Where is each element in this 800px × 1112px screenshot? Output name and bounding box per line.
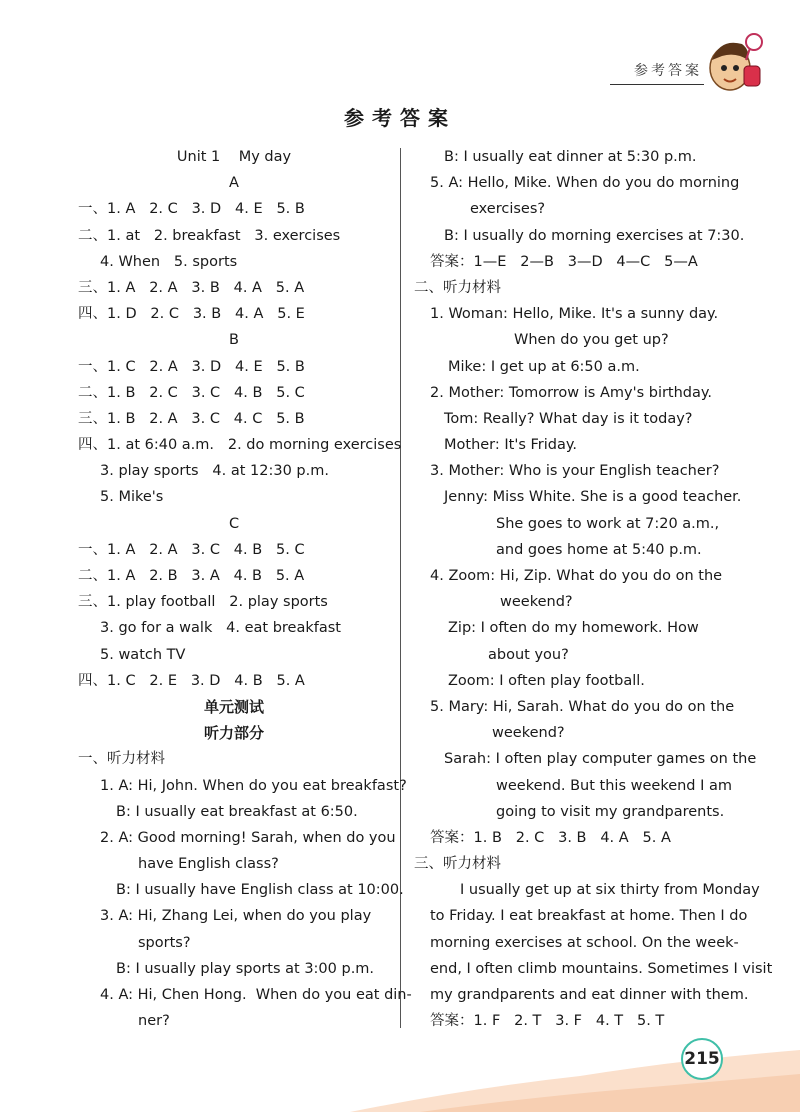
- answer-line: 一、听力材料: [78, 751, 165, 768]
- answer-line: going to visit my grandparents.: [496, 803, 725, 820]
- answer-line: 2. Mother: Tomorrow is Amy's birthday.: [430, 384, 713, 401]
- answer-line: B: [229, 332, 239, 349]
- answer-line: 单元测试: [203, 697, 264, 716]
- answer-line: Mike: I get up at 6:50 a.m.: [448, 358, 640, 375]
- left-column: [78, 144, 412, 1034]
- answer-line: 5. A: Hello, Mike. When do you do morning: [430, 175, 740, 192]
- answer-line: 一、1. A 2. A 3. C 4. B 5. C: [78, 541, 305, 558]
- page-title: 参考答案: [344, 106, 456, 130]
- answer-line: B: I usually eat dinner at 5:30 p.m.: [444, 149, 697, 165]
- answer-line: weekend?: [500, 594, 573, 611]
- page-number: 215: [681, 1038, 723, 1080]
- answer-line: 答案：1—E 2—B 3—D 4—C 5—A: [430, 253, 698, 270]
- answer-line: weekend. But this weekend I am: [496, 777, 733, 794]
- answer-line: 二、1. A 2. B 3. A 4. B 5. A: [78, 568, 305, 584]
- answer-line: have English class?: [138, 856, 279, 873]
- answer-line: weekend?: [492, 725, 565, 742]
- answer-line: Zip: I often do my homework. How: [448, 620, 699, 637]
- answer-line: 4. When 5. sports: [100, 253, 238, 270]
- answer-line: 三、听力材料: [414, 856, 501, 873]
- answer-line: 答案：1. B 2. C 3. B 4. A 5. A: [430, 829, 671, 846]
- answer-line: 1. A: Hi, John. When do you eat breakfast?: [100, 777, 407, 794]
- answer-line: 3. play sports 4. at 12:30 p.m.: [100, 463, 329, 480]
- answer-line: end, I often climb mountains. Sometimes I visit: [430, 960, 773, 977]
- answer-line: 一、1. C 2. A 3. D 4. E 5. B: [78, 358, 305, 375]
- answer-line: 四、1. C 2. E 3. D 4. B 5. A: [78, 672, 305, 689]
- answer-line: Mother: It's Friday.: [444, 437, 577, 454]
- answer-line: Tom: Really? What day is it today?: [444, 410, 693, 427]
- answer-line: 三、1. A 2. A 3. B 4. A 5. A: [78, 279, 305, 296]
- answer-line: B: I usually play sports at 3:00 p.m.: [116, 960, 375, 977]
- answer-line: 二、听力材料: [414, 279, 501, 296]
- answer-line: 三、1. play football 2. play sports: [78, 594, 328, 611]
- answer-line: Zoom: I often play football.: [448, 672, 645, 689]
- answer-line: 2. A: Good morning! Sarah, when do you: [100, 829, 396, 846]
- answer-line: 4. A: Hi, Chen Hong. When do you eat din-: [100, 987, 412, 1003]
- header-rule: [610, 84, 704, 85]
- answer-line: Sarah: I often play computer games on the: [444, 751, 757, 768]
- answer-line: 3. Mother: Who is your English teacher?: [430, 463, 720, 480]
- answer-line: sports?: [138, 934, 191, 951]
- answer-line: my grandparents and eat dinner with them.: [430, 987, 749, 1003]
- answer-line: When do you get up?: [514, 332, 669, 349]
- answer-line: A: [229, 175, 239, 192]
- answer-line: She goes to work at 7:20 a.m.,: [496, 515, 720, 532]
- answer-line: B: I usually have English class at 10:00.: [116, 882, 404, 899]
- answer-line: 4. Zoom: Hi, Zip. What do you do on the: [430, 568, 723, 584]
- answer-line: and goes home at 5:40 p.m.: [496, 541, 702, 558]
- answer-line: morning exercises at school. On the week-: [430, 934, 739, 951]
- answer-line: 答案：1. F 2. T 3. F 4. T 5. T: [430, 1013, 665, 1030]
- answer-line: 5. watch TV: [100, 646, 186, 663]
- answer-line: 四、1. at 6:40 a.m. 2. do morning exercises: [78, 437, 402, 454]
- answer-line: C: [228, 515, 240, 532]
- mascot-icon: [700, 30, 766, 94]
- answer-line: 5. Mike's: [100, 489, 164, 506]
- header-title: 参考答案: [634, 63, 702, 79]
- answer-line: 3. A: Hi, Zhang Lei, when do you play: [100, 908, 372, 925]
- answer-line: 二、1. at 2. breakfast 3. exercises: [78, 227, 341, 244]
- answer-line: B: I usually do morning exercises at 7:30.: [444, 227, 745, 244]
- answer-line: 二、1. B 2. C 3. C 4. B 5. C: [78, 384, 305, 401]
- answer-line: 1. Woman: Hello, Mike. It's a sunny day.: [430, 306, 719, 323]
- page-header: [0, 0, 800, 90]
- answer-line: ner?: [138, 1013, 170, 1030]
- answer-line: 3. go for a walk 4. eat breakfast: [100, 620, 341, 637]
- answer-line: 三、1. B 2. A 3. C 4. C 5. B: [78, 410, 305, 427]
- answer-line: 听力部分: [203, 724, 264, 743]
- footer-wave-decoration: [0, 1030, 800, 1112]
- answer-line: to Friday. I eat breakfast at home. Then I do: [430, 908, 748, 925]
- answer-line: 四、1. D 2. C 3. B 4. A 5. E: [78, 306, 305, 323]
- answer-line: 5. Mary: Hi, Sarah. What do you do on the: [430, 698, 735, 715]
- answer-line: B: I usually eat breakfast at 6:50.: [116, 803, 358, 820]
- answer-line: Unit 1 My day: [176, 149, 292, 165]
- answer-line: exercises?: [470, 201, 546, 218]
- answer-line: 一、1. A 2. C 3. D 4. E 5. B: [78, 201, 305, 218]
- answer-line: Jenny: Miss White. She is a good teacher.: [444, 489, 742, 506]
- answer-line: about you?: [488, 646, 569, 663]
- right-column: [414, 144, 773, 1034]
- answer-line: I usually get up at six thirty from Monday: [460, 882, 760, 899]
